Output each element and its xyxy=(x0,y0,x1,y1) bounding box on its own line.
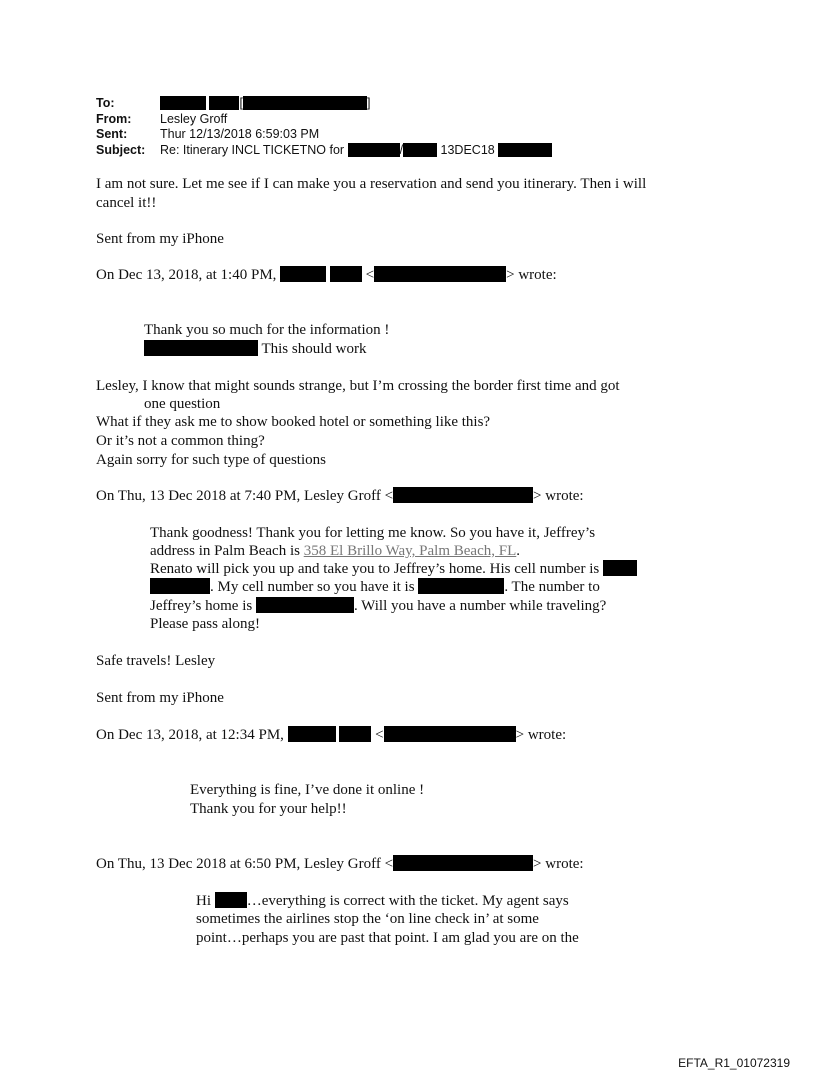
lt: < xyxy=(375,727,384,743)
body-line: Lesley, I know that might sounds strange, but I’m crossing the border first time and got xyxy=(96,378,620,394)
quoted-text: This should work xyxy=(258,341,367,357)
signature: Sent from my iPhone xyxy=(96,690,224,706)
quote-header-suffix: > wrote: xyxy=(533,488,584,504)
quoted-text: address in Palm Beach is xyxy=(150,543,304,559)
quote-header-text: On Dec 13, 2018, at 1:40 PM, xyxy=(96,267,277,283)
to-label: To: xyxy=(96,96,115,110)
subject-date: 13DEC18 xyxy=(440,143,495,157)
quoted-line xyxy=(150,560,637,579)
quoted-line: Everything is fine, I’ve done it online ! xyxy=(190,782,425,798)
redaction xyxy=(330,266,362,282)
to-rbracket: ] xyxy=(366,96,371,110)
signature: Sent from my iPhone xyxy=(96,231,224,247)
redaction xyxy=(393,855,533,871)
quoted-text: …everything is correct with the ticket. My agent says xyxy=(246,893,569,909)
redaction xyxy=(393,487,533,503)
body-line: one question xyxy=(144,396,221,412)
quoted-line xyxy=(150,597,606,616)
redaction xyxy=(280,266,326,282)
redaction xyxy=(603,560,637,576)
quoted-line: sometimes the airlines stop the ‘on line check in’ at some xyxy=(196,911,539,927)
quote-header-text: On Thu, 13 Dec 2018 at 7:40 PM, Lesley Groff < xyxy=(96,488,394,504)
redaction xyxy=(209,96,239,110)
redaction xyxy=(160,96,206,110)
quote-header xyxy=(96,855,584,874)
redaction xyxy=(374,266,506,282)
header-subject xyxy=(96,143,596,157)
quoted-line xyxy=(150,578,600,597)
quoted-line: point…perhaps you are past that point. I am glad you are on the xyxy=(196,930,579,946)
redaction xyxy=(339,726,371,742)
redaction xyxy=(150,578,210,594)
sent-value: Thur 12/13/2018 6:59:03 PM xyxy=(160,127,320,141)
quote-header-text: On Thu, 13 Dec 2018 at 6:50 PM, Lesley Groff < xyxy=(96,856,394,872)
quoted-text: Hi xyxy=(196,893,211,909)
redaction xyxy=(256,597,354,613)
redaction xyxy=(215,892,247,908)
quoted-line: Thank goodness! Thank you for letting me know. So you have it, Jeffrey’s xyxy=(150,525,596,541)
quoted-line: Thank you for your help!! xyxy=(190,801,347,817)
quote-header-suffix: > wrote: xyxy=(515,727,567,743)
subject-label: Subject: xyxy=(96,143,146,157)
quoted-line: Please pass along! xyxy=(150,616,260,632)
quoted-line xyxy=(144,340,366,359)
quoted-text: Jeffrey’s home is xyxy=(150,598,253,614)
quoted-text: . Will you have a number while traveling? xyxy=(353,598,607,614)
redaction xyxy=(418,578,504,594)
subject-prefix: Re: Itinerary INCL TICKETNO for xyxy=(160,143,345,157)
redaction xyxy=(288,726,336,742)
redaction xyxy=(144,340,258,356)
quoted-line xyxy=(150,542,520,561)
subject-value xyxy=(160,143,552,157)
header-from xyxy=(96,112,416,126)
document-id: EFTA_R1_01072319 xyxy=(678,1056,790,1070)
body-line: I am not sure. Let me see if I can make you a reservation and send you itinerary. Then i will xyxy=(96,176,647,192)
header-sent xyxy=(96,127,416,141)
lt: < xyxy=(365,267,375,283)
body-line: Safe travels! Lesley xyxy=(96,653,216,669)
quoted-text: . The number to xyxy=(504,579,600,595)
address-link[interactable]: 358 El Brillo Way, Palm Beach, FL xyxy=(303,543,517,559)
to-lbracket: [ xyxy=(239,96,243,110)
redaction xyxy=(348,143,400,157)
quote-header-text: On Dec 13, 2018, at 12:34 PM, xyxy=(96,727,284,743)
redaction xyxy=(403,143,437,157)
header-to xyxy=(96,96,416,110)
quote-header-suffix: > wrote: xyxy=(533,856,584,872)
quote-header xyxy=(96,487,584,506)
redaction xyxy=(498,143,552,157)
quoted-text: . My cell number so you have it is xyxy=(210,579,415,595)
body-line: Again sorry for such type of questions xyxy=(96,452,326,468)
quote-header xyxy=(96,266,557,285)
from-value: Lesley Groff xyxy=(160,112,228,126)
from-label: From: xyxy=(96,112,132,126)
body-line: Or it’s not a common thing? xyxy=(96,433,265,449)
quoted-line: Thank you so much for the information ! xyxy=(144,322,390,338)
sent-label: Sent: xyxy=(96,127,128,141)
quoted-text: . xyxy=(516,543,521,559)
quoted-line xyxy=(196,892,569,911)
quoted-text: Renato will pick you up and take you to Jeffrey’s home. His cell number is xyxy=(150,561,600,577)
body-line: cancel it!! xyxy=(96,195,157,211)
redaction xyxy=(384,726,516,742)
to-value xyxy=(160,96,370,110)
quote-header xyxy=(96,726,566,745)
quote-header-suffix: > wrote: xyxy=(506,267,557,283)
subject-slash: / xyxy=(399,143,404,157)
body-line: What if they ask me to show booked hotel or something like this? xyxy=(96,414,491,430)
redaction xyxy=(243,96,367,110)
